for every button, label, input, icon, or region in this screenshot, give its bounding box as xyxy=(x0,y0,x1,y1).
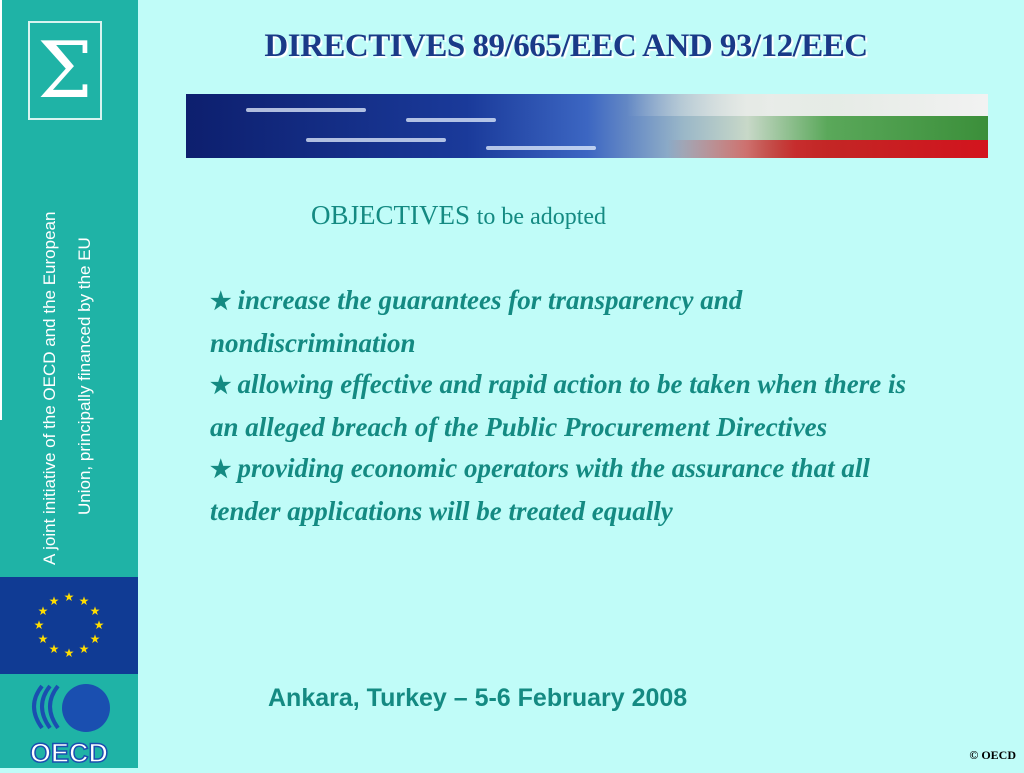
banner-streak xyxy=(306,138,446,142)
banner-streak xyxy=(486,146,596,150)
banner-white-stripe xyxy=(627,94,988,116)
slide-title: DIRECTIVES 89/665/EEC AND 93/12/EEC xyxy=(264,28,868,64)
objectives-heading xyxy=(311,200,606,231)
objectives-heading-main: OBJECTIVES xyxy=(311,200,471,230)
event-footer: Ankara, Turkey – 5-6 February 2008 xyxy=(268,684,688,712)
list-item-text: providing economic operators with the assurance that all tender applications will be treated equally xyxy=(210,453,870,526)
svg-text:★: ★ xyxy=(37,632,49,646)
oecd-logo-icon xyxy=(0,676,138,768)
svg-text:★: ★ xyxy=(93,618,105,632)
banner-streak xyxy=(406,118,496,122)
flag-banner-image xyxy=(186,94,988,158)
sigma-logo xyxy=(28,21,102,120)
sidebar-divider xyxy=(0,0,2,420)
svg-text:★: ★ xyxy=(89,632,101,646)
star-bullet-icon: ★ xyxy=(210,289,232,315)
list-item xyxy=(210,448,930,532)
svg-text:Σ: Σ xyxy=(37,30,93,111)
svg-text:★: ★ xyxy=(48,642,60,656)
banner-streak xyxy=(246,108,366,112)
objectives-list xyxy=(210,280,930,532)
svg-text:★: ★ xyxy=(78,642,90,656)
svg-text:★: ★ xyxy=(63,590,75,604)
list-item-text: allowing effective and rapid action to be taken when there is an alleged breach of the Public Procurement Directives xyxy=(210,369,907,442)
sigma-icon xyxy=(35,31,95,111)
list-item xyxy=(210,280,930,364)
svg-text:★: ★ xyxy=(33,618,45,632)
star-bullet-icon: ★ xyxy=(210,373,232,399)
svg-text:★: ★ xyxy=(37,604,49,618)
objectives-heading-suffix: to be adopted xyxy=(476,204,607,230)
list-item xyxy=(210,364,930,448)
oecd-logo xyxy=(0,676,138,768)
svg-text:★: ★ xyxy=(89,604,101,618)
list-item-text: increase the guarantees for transparency and nondiscrimination xyxy=(210,285,743,358)
eu-flag-icon xyxy=(0,577,138,674)
svg-text:★: ★ xyxy=(48,594,60,608)
sidebar xyxy=(0,0,138,768)
copyright-notice: © OECD xyxy=(969,748,1016,762)
star-bullet-icon: ★ xyxy=(210,457,232,483)
svg-text:★: ★ xyxy=(63,646,75,660)
sidebar-tagline-line1: A joint initiative of the OECD and the European xyxy=(40,211,59,565)
svg-text:★: ★ xyxy=(78,594,90,608)
banner-red-stripe xyxy=(667,140,988,158)
sidebar-tagline-line2: Union, principally financed by the EU xyxy=(75,237,94,515)
svg-text:OECD: OECD xyxy=(29,738,109,768)
